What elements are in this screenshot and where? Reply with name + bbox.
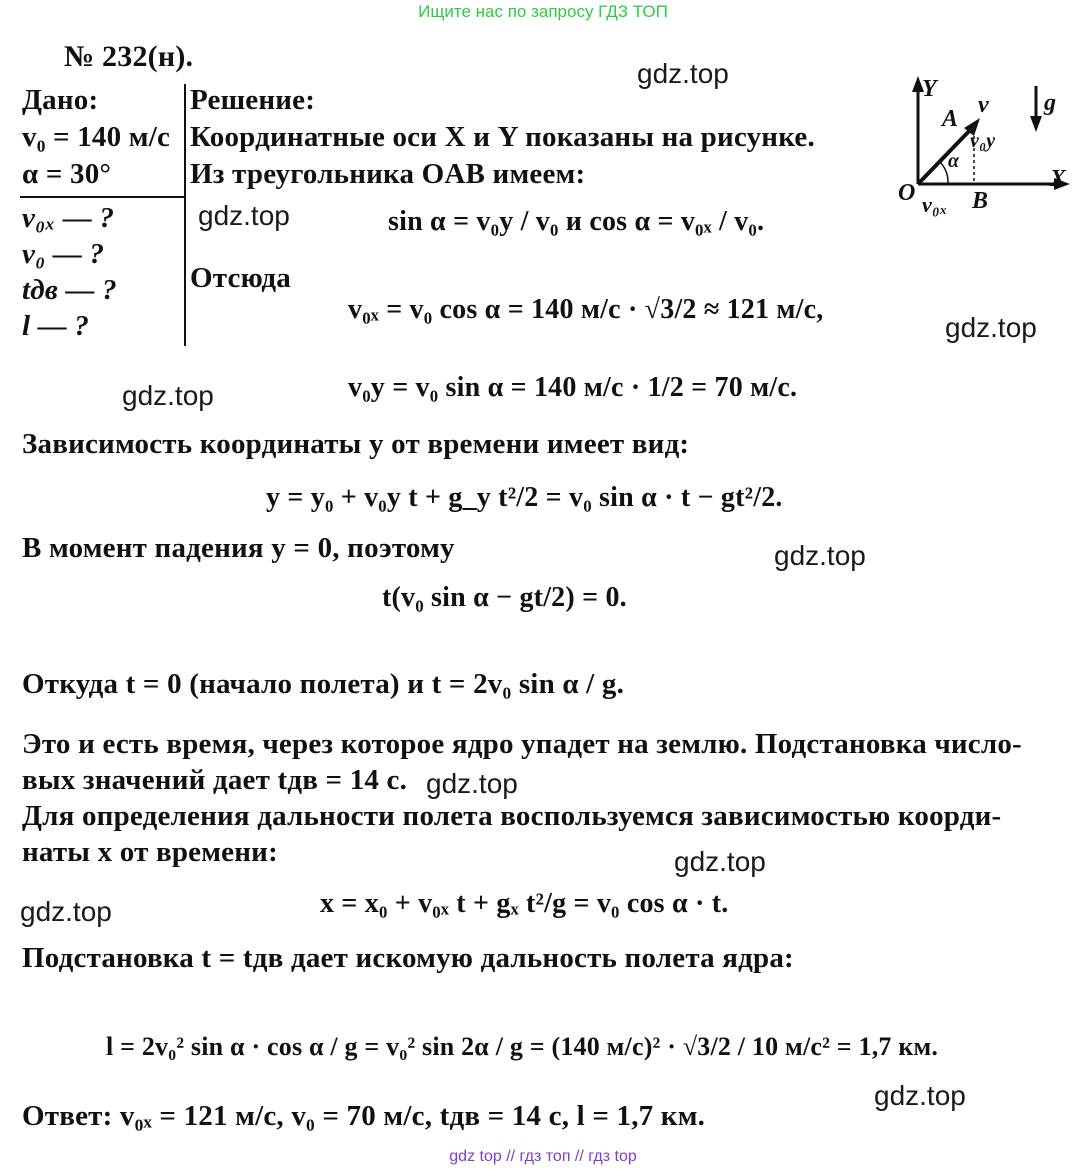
unknown-v0x: v₀ₓ — ? (22, 202, 115, 234)
fig-label-b: B (972, 188, 989, 214)
unknown-v0: v₀ — ? (22, 238, 105, 270)
solution-label: Решение: (190, 84, 316, 116)
eq-t: t(v₀ sin α − gt/2) = 0. (382, 582, 627, 613)
fig-label-v0x: v₀ₓ (922, 192, 948, 217)
solution-line1: Координатные оси X и Y показаны на рисунке. (190, 121, 815, 153)
watermark-6: gdz.top (426, 768, 518, 799)
unknown-t: tдв — ? (22, 274, 117, 306)
paragraph-2: вых значений дает tдв = 14 с. (22, 764, 408, 796)
watermark-8: gdz.top (20, 896, 112, 927)
paragraph-3: Для определения дальности полета воспользуемся зависимостью коорди- (22, 800, 1002, 832)
fig-label-a: A (942, 106, 959, 132)
fig-label-alpha: α (948, 150, 960, 172)
watermark-4: gdz.top (122, 380, 214, 411)
fall-moment: В момент падения y = 0, поэтому (22, 532, 455, 564)
given-v0: v₀ = 140 м/с (22, 121, 171, 153)
watermark-1: gdz.top (637, 58, 729, 89)
hence-label: Отсюда (190, 262, 291, 294)
gravity-arrowhead (1030, 116, 1042, 132)
answer: Ответ: v₀ₓ = 121 м/с, v₀ = 70 м/с, tдв = 14 с, l = 1,7 км. (22, 1100, 706, 1132)
paragraph-1: Это и есть время, через которое ядро упадет на землю. Подстановка число- (22, 728, 1022, 760)
fig-label-v: v (978, 92, 989, 118)
velocity-vector (918, 126, 974, 184)
eq-x: x = x₀ + v₀ₓ t + gₓ t²/g = v₀ cos α · t. (320, 888, 729, 919)
watermark-9: gdz.top (874, 1080, 966, 1111)
fig-label-v0y: v₀y (970, 130, 996, 152)
dep-y: Зависимость координаты y от времени имеет вид: (22, 428, 690, 460)
watermark-2: gdz.top (198, 200, 290, 231)
bottom-banner[interactable]: gdz top // гдз топ // гдз top (449, 1148, 637, 1165)
unknown-l: l — ? (22, 310, 90, 342)
top-banner[interactable]: Ищите нас по запросу ГДЗ ТОП (418, 2, 668, 21)
fig-label-x: X (1050, 166, 1067, 192)
watermark-3: gdz.top (945, 312, 1037, 343)
fig-label-o: O (898, 180, 916, 206)
substitution: Подстановка t = tдв дает искомую дальность полета ядра: (22, 942, 794, 974)
problem-title: № 232(н). (64, 40, 194, 73)
given-divider (20, 196, 184, 198)
given-label: Дано: (22, 84, 99, 116)
given-separator (184, 84, 186, 346)
eq-y: y = y₀ + v₀y t + g_y t²/2 = v₀ sin α · t − gt²/2. (266, 482, 783, 513)
angle-arc (940, 162, 948, 184)
solution-line2: Из треугольника OAB имеем: (190, 158, 586, 190)
given-alpha: α = 30° (22, 158, 112, 190)
fig-label-g: g (1044, 90, 1057, 116)
fig-label-y: Y (922, 76, 937, 102)
paragraph-4: наты x от времени: (22, 836, 278, 868)
eq-v0x: v₀ₓ = v₀ cos α = 140 м/с · √3/2 ≈ 121 м/с, (348, 294, 824, 325)
watermark-5: gdz.top (774, 540, 866, 571)
eq-l: l = 2v₀² sin α · cos α / g = v₀² sin 2α / g = (140 м/с)² · √3/2 / 10 м/с² = 1,7 км. (106, 1032, 939, 1061)
eq-sin-cos: sin α = v₀y / v₀ и cos α = v₀ₓ / v₀. (388, 206, 765, 237)
watermark-7: gdz.top (674, 846, 766, 877)
whence: Откуда t = 0 (начало полета) и t = 2v₀ sin α / g. (22, 668, 625, 700)
eq-v0y: v₀y = v₀ sin α = 140 м/с · 1/2 = 70 м/с. (348, 372, 798, 403)
